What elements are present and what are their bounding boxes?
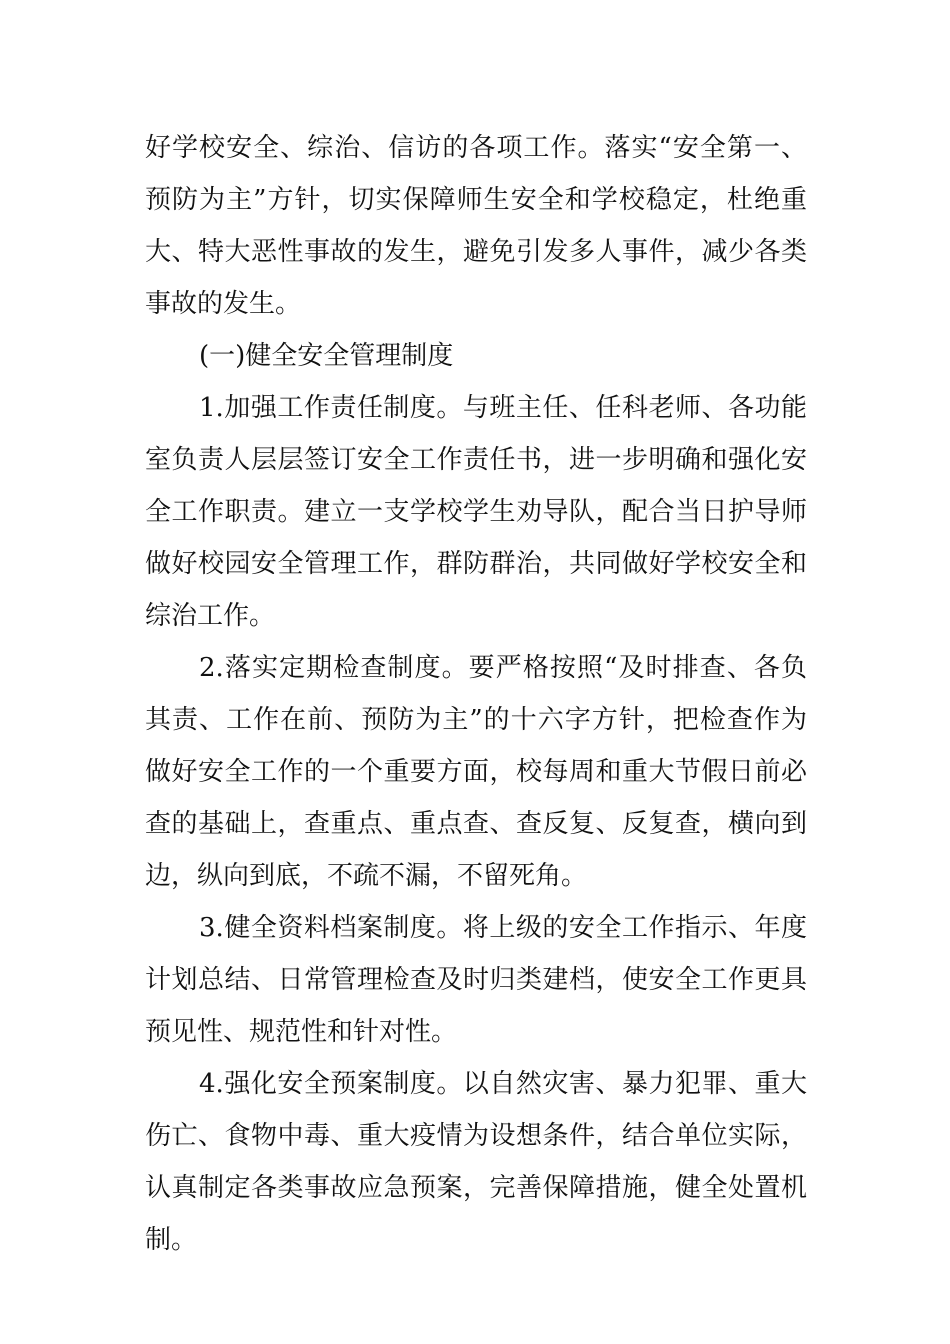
paragraph-intro xyxy=(145,122,807,330)
paragraph-item-2 xyxy=(145,642,807,902)
text-line: 好学校安全、综治、信访的各项工作。落实“安全第一、 xyxy=(145,133,807,163)
paragraph-item-4 xyxy=(145,1058,807,1266)
paragraph-item-1 xyxy=(145,382,807,642)
text-line: 4.强化安全预案制度。以自然灾害、暴力犯罪、重大 xyxy=(199,1069,807,1099)
text-line: 1.加强工作责任制度。与班主任、任科老师、各功能 xyxy=(199,393,807,423)
text-line: 其责、工作在前、预防为主”的十六字方针，把检查作为 xyxy=(145,705,807,735)
text-line: 计划总结、日常管理检查及时归类建档，使安全工作更具 xyxy=(145,965,807,995)
text-line: 事故的发生。 xyxy=(145,289,302,319)
text-line: 做好安全工作的一个重要方面，校每周和重大节假日前必 xyxy=(145,757,807,787)
section-heading xyxy=(145,330,807,382)
text-line: 伤亡、食物中毒、重大疫情为设想条件，结合单位实际， xyxy=(145,1121,807,1151)
text-line: 2.落实定期检查制度。要严格按照“及时排查、各负 xyxy=(199,653,807,683)
text-line: 认真制定各类事故应急预案，完善保障措施，健全处置机 xyxy=(145,1173,807,1203)
paragraph-item-3 xyxy=(145,902,807,1058)
text-line: 预见性、规范性和针对性。 xyxy=(145,1017,458,1047)
text-line: 全工作职责。建立一支学校学生劝导队，配合当日护导师 xyxy=(145,497,807,527)
text-line: 制。 xyxy=(145,1225,198,1255)
text-line: 综治工作。 xyxy=(145,601,276,631)
heading-text: (一)健全安全管理制度 xyxy=(199,341,454,371)
text-line: 室负责人层层签订安全工作责任书，进一步明确和强化安 xyxy=(145,445,807,475)
text-line: 边，纵向到底，不疏不漏，不留死角。 xyxy=(145,861,588,891)
text-line: 预防为主”方针，切实保障师生安全和学校稳定，杜绝重 xyxy=(145,185,807,215)
text-line: 3.健全资料档案制度。将上级的安全工作指示、年度 xyxy=(199,913,807,943)
text-line: 大、特大恶性事故的发生，避免引发多人事件，减少各类 xyxy=(145,237,807,267)
text-line: 查的基础上，查重点、重点查、查反复、反复查，横向到 xyxy=(145,809,807,839)
text-line: 做好校园安全管理工作，群防群治，共同做好学校安全和 xyxy=(145,549,807,579)
document-body xyxy=(145,122,807,1266)
